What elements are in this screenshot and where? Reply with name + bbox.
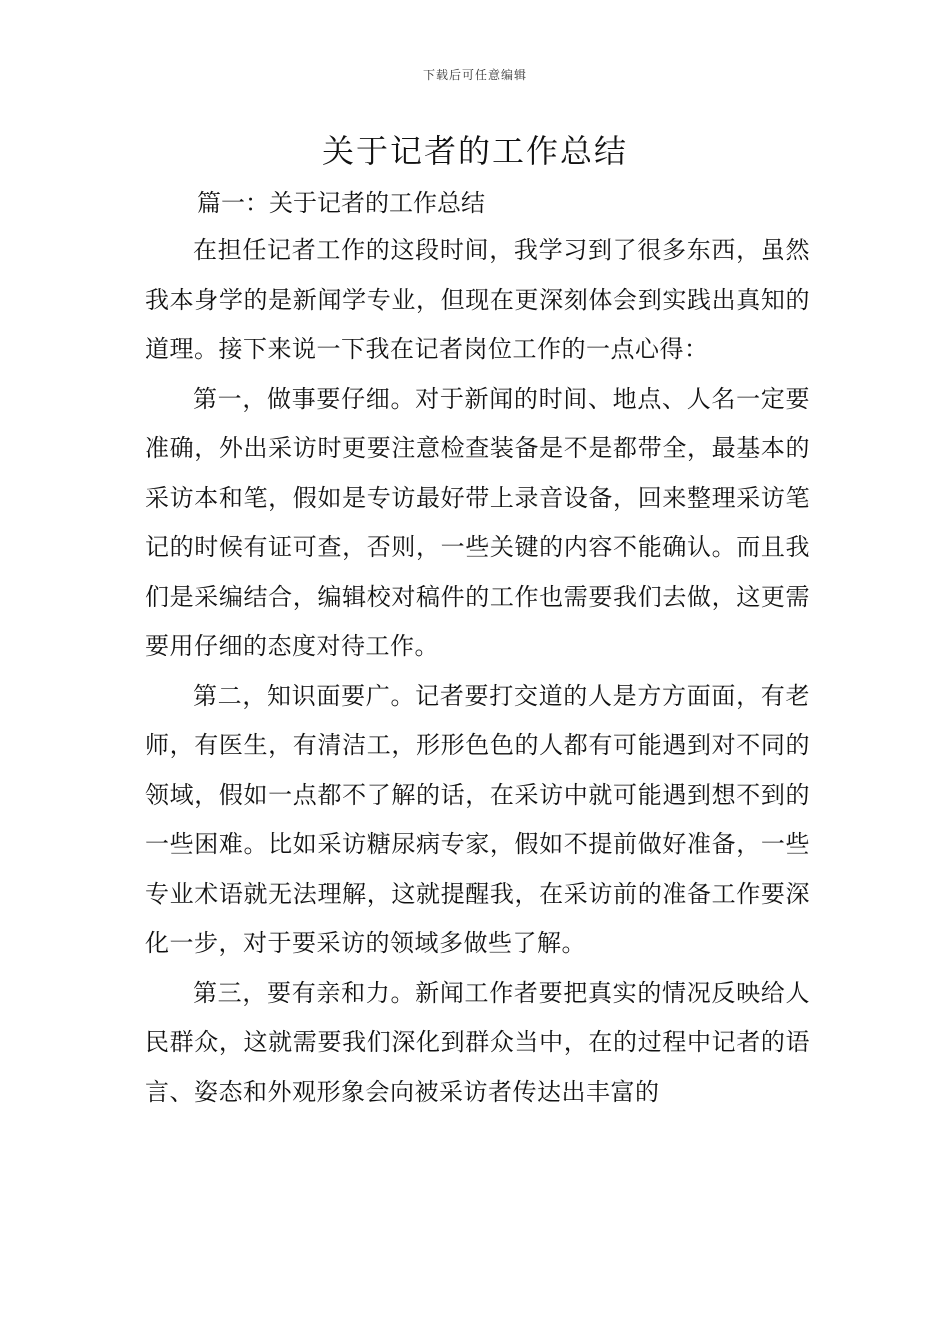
- document-title: 关于记者的工作总结: [321, 132, 628, 170]
- paragraph-point-two: 第二，知识面要广。记者要打交道的人是方方面面，有老师，有医生，有清洁工，形形色色的人都有可能遇到对不同的领域，假如一点都不了解的话，在采访中就可能遇到想不到的一些困难。比如采访糖尿病专家，假如不提前做好准备，一些专业术语就无法理解，这就提醒我，在采访前的准备工作要深化一步，对于要采访的领域多做些了解。: [145, 681, 810, 957]
- paragraph-point-one: 第一，做事要仔细。对于新闻的时间、地点、人名一定要准确，外出采访时更要注意检查装备是不是都带全，最基本的采访本和笔，假如是专访最好带上录音设备，回来整理采访笔记的时候有证可查，否则，一些关键的内容不能确认。而且我们是采编结合，编辑校对稿件的工作也需要我们去做，这更需要用仔细的态度对待工作。: [145, 384, 810, 660]
- paragraph-point-three: 第三，要有亲和力。新闻工作者要把真实的情况反映给人民群众，这就需要我们深化到群众当中，在的过程中记者的语言、姿态和外观形象会向被采访者传达出丰富的: [145, 978, 810, 1106]
- paragraph-intro: 在担任记者工作的这段时间，我学习到了很多东西，虽然我本身学的是新闻学专业，但现在更深刻体会到实践出真知的道理。接下来说一下我在记者岗位工作的一点心得：: [145, 236, 810, 363]
- header-note: 下载后可任意编辑: [422, 68, 527, 82]
- section-subtitle: 篇一：关于记者的工作总结: [197, 189, 485, 217]
- document-body: [145, 226, 810, 1117]
